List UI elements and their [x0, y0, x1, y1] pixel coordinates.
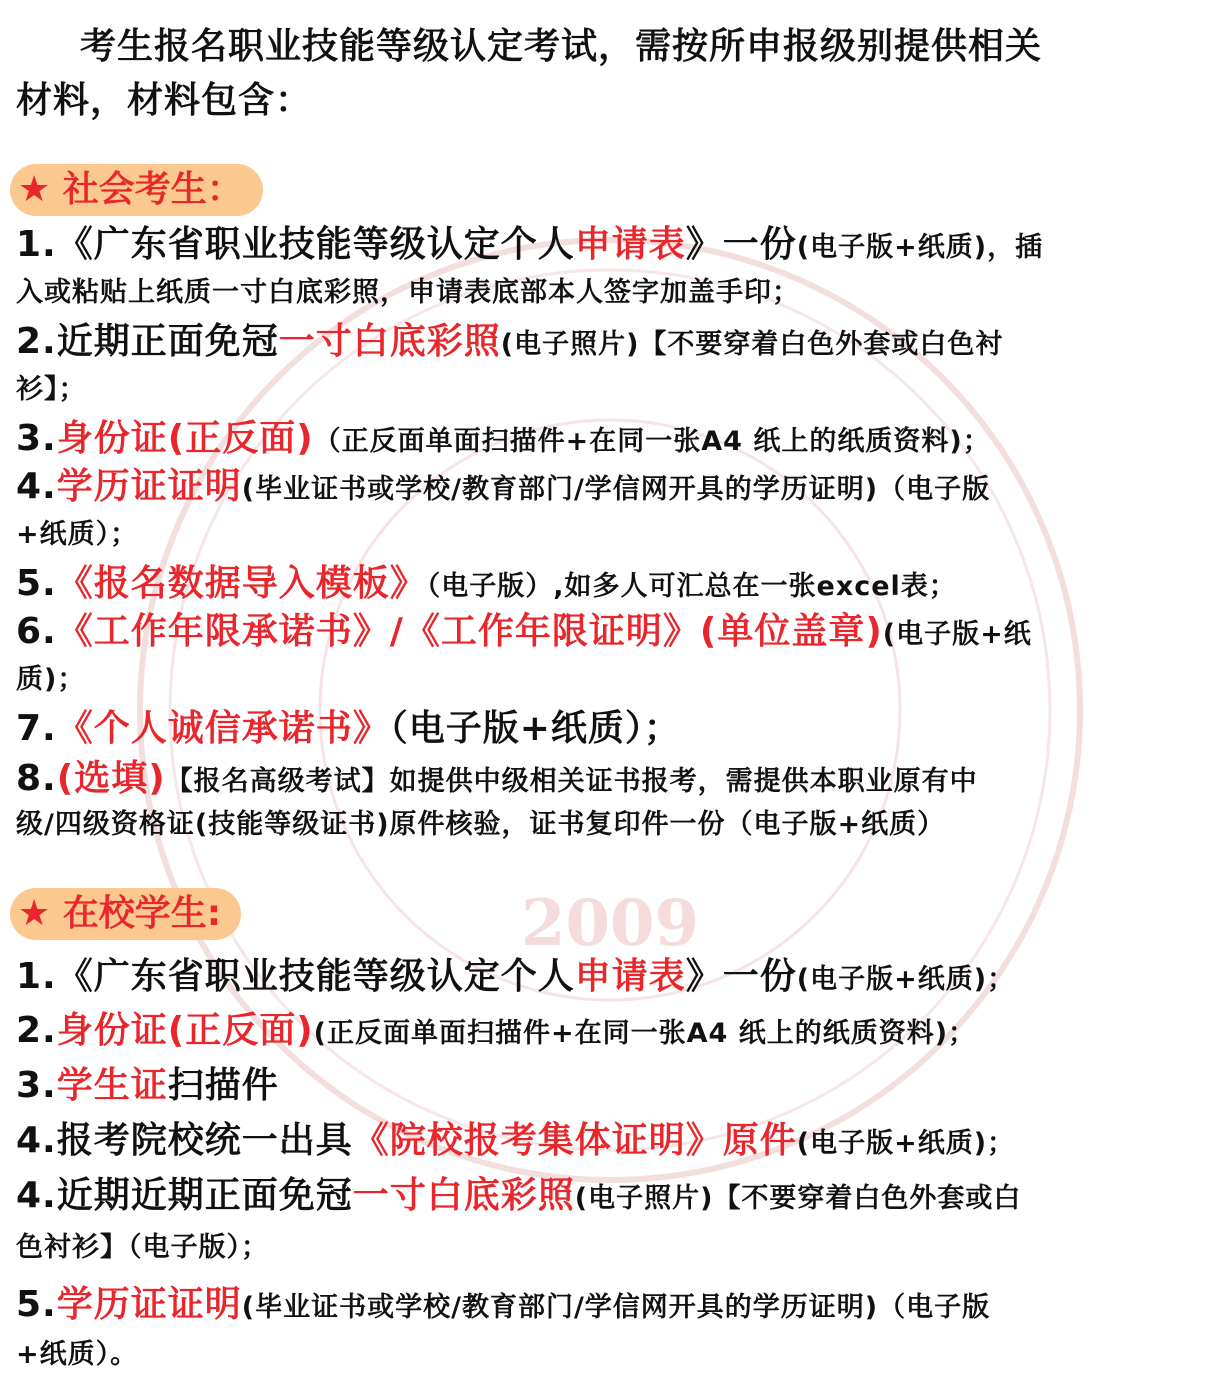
social-item-1-cont: 入或粘贴上纸质一寸白底彩照，申请表底部本人签字加盖手印； [16, 277, 800, 308]
social-item-4: 4.学历证证明(毕业证书或学校/教育部门/学信网开具的学历证明)（电子版 [16, 466, 991, 507]
intro-line-1: 考生报名职业技能等级认定考试，需按所申报级别提供相关 [80, 26, 1043, 67]
students-heading: ★ 在校学生: [10, 888, 241, 940]
social-item-7: 7.《个人诚信承诺书》（电子版+纸质）； [16, 708, 681, 749]
intro-line-2: 材料，材料包含： [16, 80, 313, 121]
social-item-8: 8.(选填)【报名高级考试】如提供中级相关证书报考，需提供本职业原有中 [16, 758, 978, 799]
student-item-3: 3.学生证扫描件 [16, 1065, 279, 1106]
social-item-5: 5.《报名数据导入模板》（电子版）,如多人可汇总在一张excel表； [16, 563, 957, 604]
student-item-2: 2.身份证(正反面)(正反面单面扫描件+在同一张A4 纸上的纸质资料)； [16, 1010, 977, 1051]
social-item-4-cont: +纸质）； [16, 519, 139, 550]
social-item-3: 3.身份证(正反面)（正反面单面扫描件+在同一张A4 纸上的纸质资料)； [16, 418, 991, 459]
student-item-6: 5.学历证证明(毕业证书或学校/教育部门/学信网开具的学历证明)（电子版 [16, 1284, 991, 1325]
student-item-6-cont: +纸质）。 [16, 1339, 139, 1370]
watermark-year: 2009 [520, 886, 700, 961]
social-item-6: 6.《工作年限承诺书》/《工作年限证明》(单位盖章)(电子版+纸 [16, 611, 1032, 652]
social-item-1: 1.《广东省职业技能等级认定个人申请表》一份(电子版+纸质)，插 [16, 224, 1044, 265]
student-item-5: 4.近期近期正面免冠一寸白底彩照(电子照片)【不要穿着白色外套或白 [16, 1175, 1022, 1216]
social-item-2: 2.近期正面免冠一寸白底彩照(电子照片)【不要穿着白色外套或白色衬 [16, 321, 1004, 362]
social-candidates-heading: ★ 社会考生： [10, 164, 263, 216]
student-item-4: 4.报考院校统一出具《院校报考集体证明》原件(电子版+纸质)； [16, 1120, 1016, 1161]
student-item-1: 1.《广东省职业技能等级认定个人申请表》一份(电子版+纸质)； [16, 956, 1016, 997]
social-item-6-cont: 质)； [16, 664, 86, 695]
social-item-8-cont: 级/四级资格证(技能等级证书)原件核验，证书复印件一份（电子版+纸质） [16, 809, 946, 840]
social-item-2-cont: 衫】； [16, 374, 87, 405]
student-item-5-cont: 色衬衫】（电子版）； [16, 1232, 269, 1263]
